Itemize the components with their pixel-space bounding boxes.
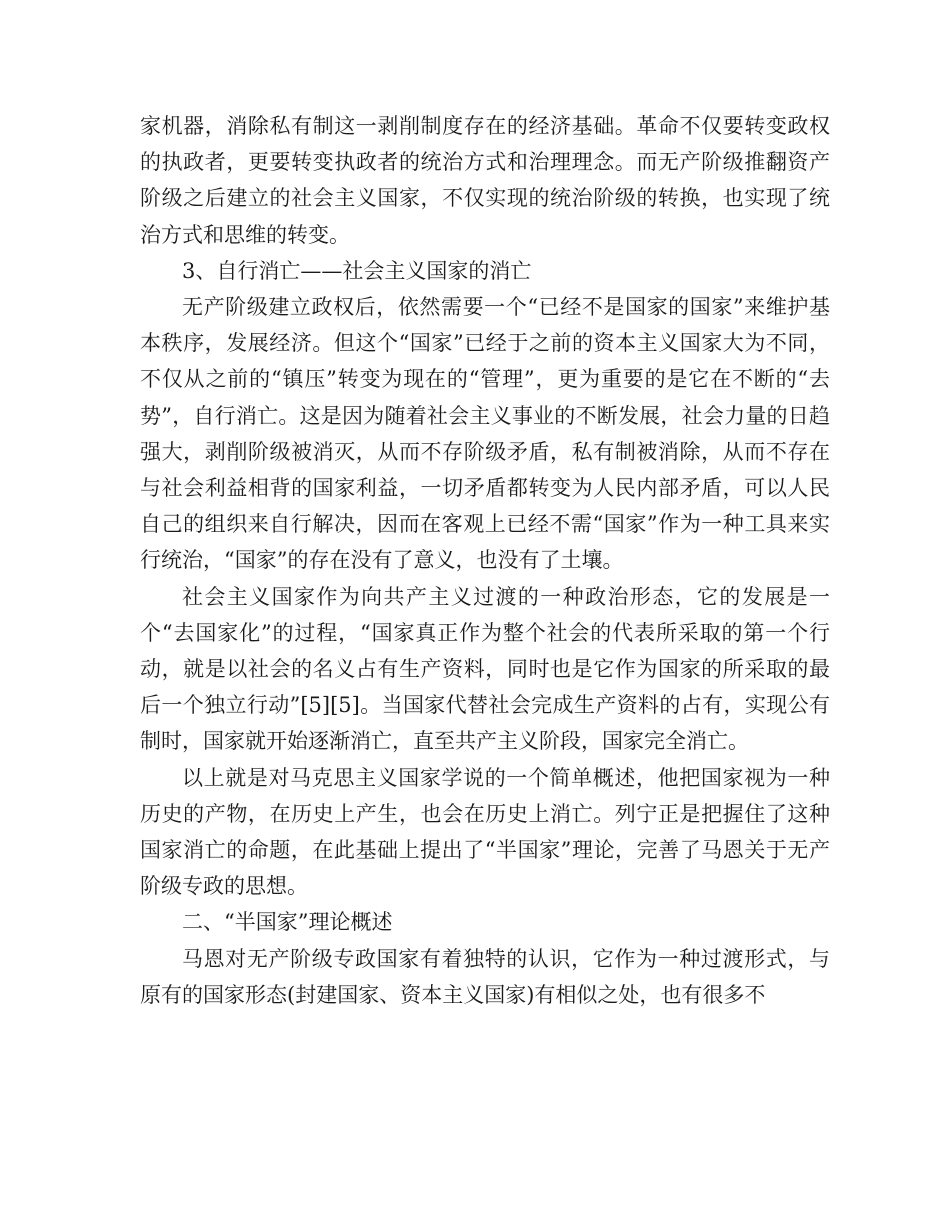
paragraph: 马恩对无产阶级专政国家有着独特的认识，它作为一种过渡形式，与原有的国家形态(封建国家、资本主义国家)有相似之处，也有很多不 [140, 946, 830, 1007]
section-heading-3: 3、自行消亡——社会主义国家的消亡 [182, 258, 532, 283]
paragraph: 社会主义国家作为向共产主义过渡的一种政治形态，它的发展是一个“去国家化”的过程，“国家真正作为整个社会的代表所采取的第一个行动，就是以社会的名义占有生产资料，同时也是它作为国家的所采取的最后一个独立行动”[5][5]。当国家代替社会完成生产资料的占有，实现公有制时，国家就开始逐渐消亡，直至共产主义阶段，国家完全消亡。 [140, 584, 830, 754]
section-heading-2: 二、“半国家”理论概述 [182, 910, 393, 935]
paragraph: 以上就是对马克思主义国家学说的一个简单概述，他把国家视为一种历史的产物，在历史上产生，也会在历史上消亡。列宁正是把握住了这种国家消亡的命题，在此基础上提出了“半国家”理论，完善了马恩关于无产阶级专政的思想。 [140, 765, 830, 899]
document-page [140, 108, 830, 1013]
paragraph-continuation: 家机器，消除私有制这一剥削制度存在的经济基础。革命不仅要转变政权的执政者，更要转变执政者的统治方式和治理理念。而无产阶级推翻资产阶级之后建立的社会主义国家，不仅实现的统治阶级的转换，也实现了统治方式和思维的转变。 [140, 114, 830, 247]
paragraph: 无产阶级建立政权后，依然需要一个“已经不是国家的国家”来维护基本秩序，发展经济。但这个“国家”已经于之前的资本主义国家大为不同，不仅从之前的“镇压”转变为现在的“管理”，更为重要的是它在不断的“去势”，自行消亡。这是因为随着社会主义事业的不断发展，社会力量的日趋强大，剥削阶级被消灭，从而不存阶级矛盾，私有制被消除，从而不存在与社会利益相背的国家利益，一切矛盾都转变为人民内部矛盾，可以人民自己的组织来自行解决，因而在客观上已经不需“国家”作为一种工具来实行统治，“国家”的存在没有了意义，也没有了土壤。 [140, 295, 830, 573]
